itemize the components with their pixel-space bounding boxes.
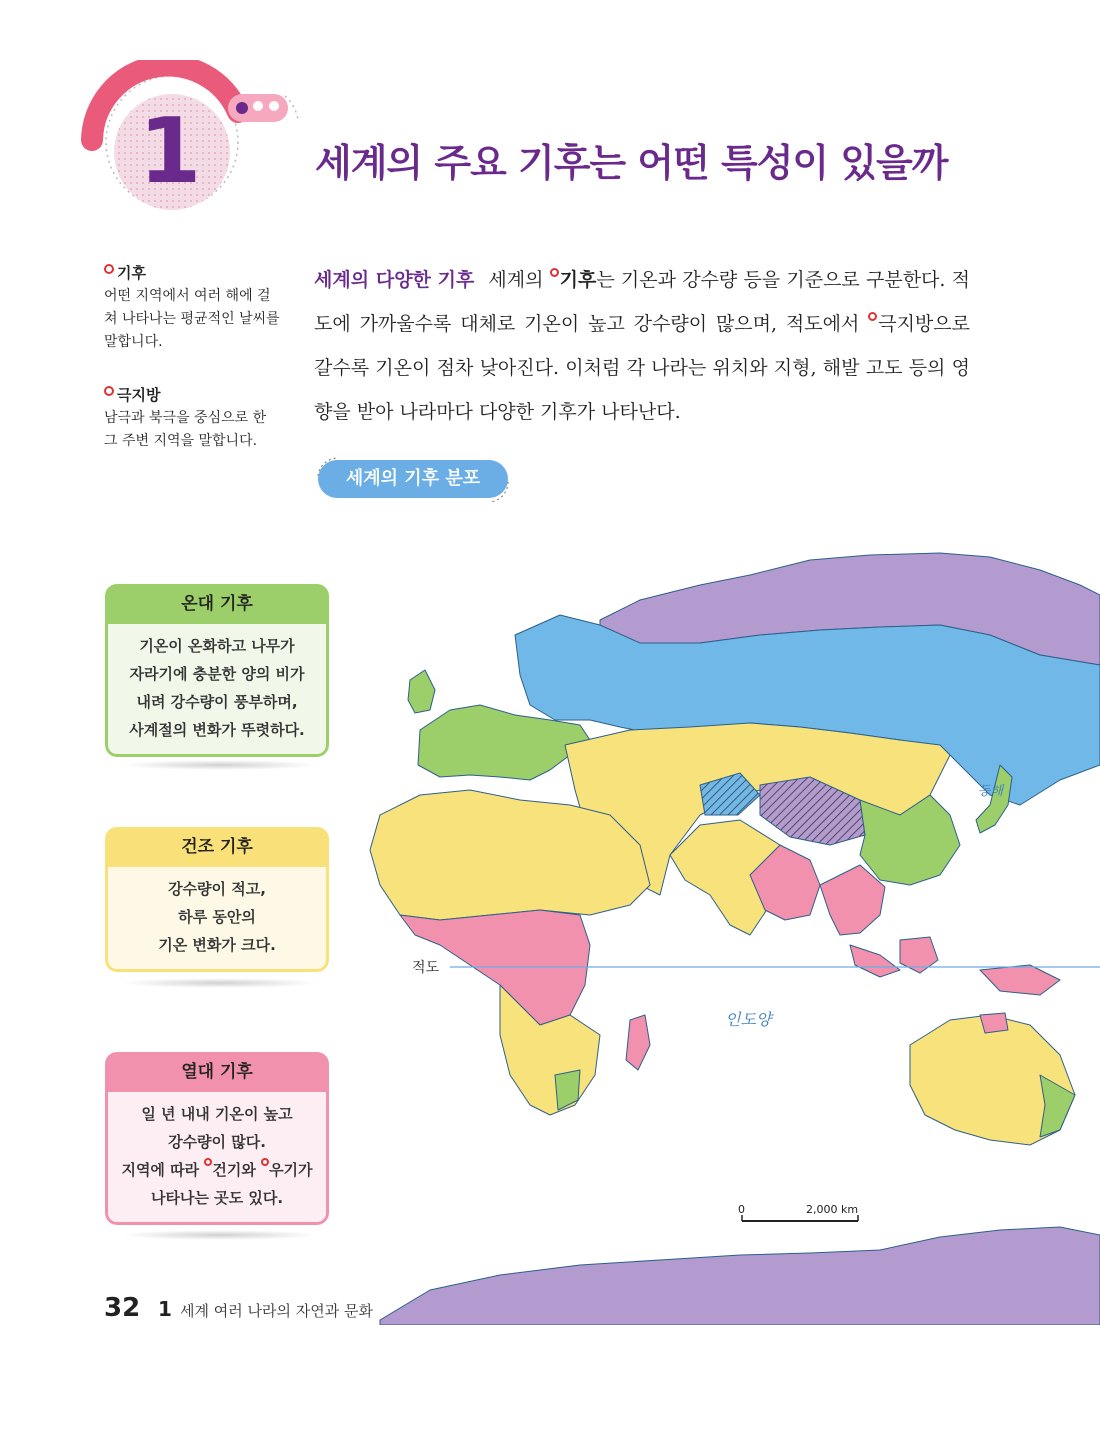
card-body (105, 1092, 329, 1225)
glossary-definition: 남극과 북극을 중심으로 한 그 주변 지역을 말합니다. (104, 410, 267, 449)
glossary-term: 기후 (117, 264, 146, 282)
paragraph-text: 는 기온과 강수량 등을 기준으로 구분한다. 적도에 가까울수록 대체로 기온이 높고 강수량이 많으며, 적도에서 (314, 269, 970, 335)
chapter-number: 1 (138, 99, 202, 204)
tropical-zone-newguinea (980, 965, 1060, 995)
card-line: 하루 동안의 (178, 908, 256, 926)
card-line: 사계절의 변화가 뚜렷하다. (129, 721, 305, 739)
card-line: 기온이 온화하고 나무가 (139, 637, 295, 655)
card-tropical-climate (105, 1052, 329, 1225)
card-title: 건조 기후 (105, 827, 329, 867)
east-sea-label: 동해 (978, 784, 1004, 799)
paragraph-text: 세계의 (488, 269, 550, 291)
card-body (105, 624, 329, 757)
keyword-dry-season: 건기 (212, 1161, 242, 1179)
card-title: 온대 기후 (105, 584, 329, 624)
marker-icon (550, 268, 559, 277)
card-temperate-climate (105, 584, 329, 757)
world-climate-map (340, 515, 1100, 1325)
keyword-rainy-season: 우기 (269, 1161, 299, 1179)
tropical-zone-madagascar (626, 1015, 650, 1070)
page-number: 32 (104, 1293, 141, 1323)
card-body (105, 867, 329, 972)
card-line: 자라기에 충분한 양의 비가 (129, 665, 305, 683)
indian-ocean-label: 인도양 (725, 1010, 772, 1029)
tropical-zone-indonesia (850, 945, 900, 977)
card-dry-climate (105, 827, 329, 972)
keyword-polar: 극지방 (878, 313, 934, 335)
keyword-climate: 기후 (559, 269, 597, 291)
card-line: 기온 변화가 크다. (158, 936, 276, 954)
polar-zone-antarctica (380, 1227, 1100, 1325)
card-line: 강수량이 적고, (168, 880, 266, 898)
glossary-item-climate (104, 262, 284, 354)
card-shadow (120, 978, 320, 988)
tropical-zone-seasia (820, 865, 885, 935)
footer-chapter-title: 세계 여러 나라의 자연과 문화 (180, 1302, 373, 1320)
chapter-badge (80, 60, 310, 220)
marker-icon (104, 386, 114, 396)
marker-icon (868, 312, 877, 321)
footer-chapter-number: 1 (158, 1297, 172, 1321)
glossary-item-polar (104, 384, 284, 453)
marker-icon (261, 1158, 269, 1166)
card-line: 지역에 따라 건기와 우기가 (112, 1156, 322, 1184)
map-title-pill: 세계의 기후 분포 (318, 460, 508, 498)
card-line: 일 년 내내 기온이 높고 (141, 1105, 293, 1123)
card-title: 열대 기후 (105, 1052, 329, 1092)
card-shadow (120, 760, 320, 770)
temperate-zone-britain (408, 670, 435, 713)
card-shadow (120, 1230, 320, 1240)
scale-bar (738, 1203, 858, 1221)
card-line: 강수량이 많다. (168, 1133, 266, 1151)
glossary-definition: 어떤 지역에서 여러 해에 걸쳐 나타나는 평균적인 날씨를 말합니다. (104, 288, 280, 350)
scale-zero: 0 (738, 1203, 745, 1216)
glossary-term: 극지방 (117, 386, 161, 404)
card-line: 나타나는 곳도 있다. (150, 1189, 284, 1207)
card-line: 내려 강수량이 풍부하며, (136, 693, 298, 711)
chapter-title: 세계의 주요 기후는 어떤 특성이 있을까 (315, 141, 948, 185)
tropical-zone-australia-north (980, 1013, 1008, 1033)
scale-distance: 2,000 km (806, 1203, 859, 1216)
equator-label: 적도 (412, 960, 440, 976)
temperate-zone-eastasia (860, 795, 960, 885)
section-heading: 세계의 다양한 기후 (314, 269, 475, 291)
paragraph-text: 으로 갈수록 기온이 점차 낮아진다. 이처럼 각 나라는 위치와 지형, 해발 고도 등의 영향을 받아 나라마다 다양한 기후가 나타난다. (314, 313, 970, 423)
marker-icon (104, 264, 114, 274)
body-paragraph (314, 258, 970, 434)
